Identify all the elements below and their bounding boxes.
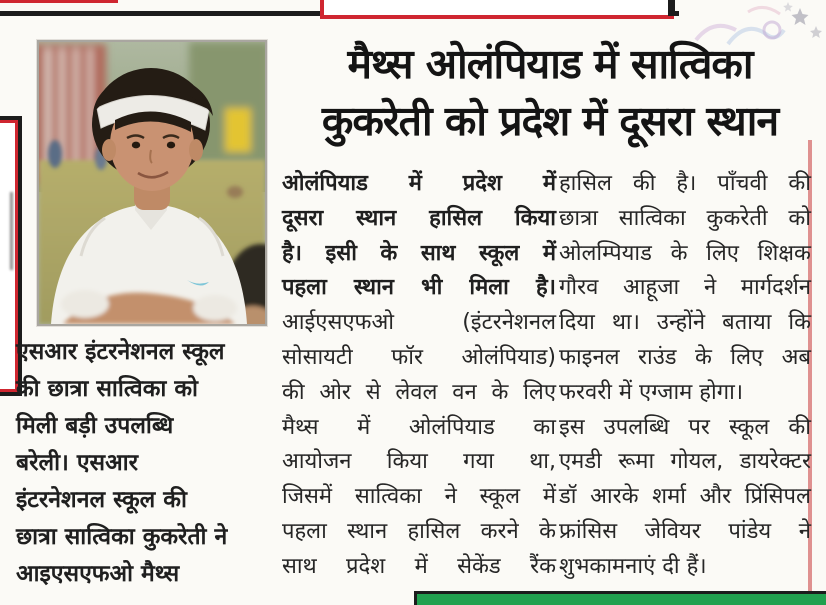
caption-line: मिली बड़ी उपलब्धि bbox=[16, 413, 174, 439]
body-column-right bbox=[559, 167, 811, 585]
caption-line: छात्रा सात्विका कुकरेती ने bbox=[16, 524, 228, 550]
body-line: दूसरा स्थान हासिल किया bbox=[282, 205, 556, 231]
body-line: दिया था। उन्होंने बताया कि bbox=[559, 310, 811, 336]
body-line: इस उपलब्धि पर स्कूल की bbox=[559, 414, 811, 440]
top-left-red-rule bbox=[0, 0, 118, 3]
body-line: डॉ आरके शर्मा और प्रिंसिपल bbox=[559, 484, 811, 510]
body-line: है। इसी के साथ स्कूल में bbox=[282, 240, 556, 266]
body-line: फ्रांसिस जेवियर पांडेय ने bbox=[559, 518, 811, 544]
caption-line: एसआर इंटरनेशनल स्कूल bbox=[16, 339, 225, 365]
caption-line: इंटरनेशनल स्कूल की bbox=[16, 487, 187, 513]
caption-line: बरेली। एसआर bbox=[16, 450, 138, 476]
body-line: फाइनल राउंड के लिए अब bbox=[559, 344, 811, 370]
caption-line: की छात्रा सात्विका को bbox=[16, 376, 198, 402]
body-line: हासिल की है। पाँचवी की bbox=[559, 171, 811, 196]
rotated-text-smudge bbox=[10, 192, 13, 270]
body-line: सोसायटी फॉर ओलंपियाड) bbox=[282, 344, 556, 370]
body-line: पहला स्थान हासिल करने के bbox=[282, 518, 556, 544]
student-photo bbox=[37, 40, 267, 326]
caption-line: आइएसएफओ मैथ्स bbox=[16, 561, 180, 587]
body-line: पहला स्थान भी मिला है। bbox=[282, 275, 556, 301]
body-line: आयोजन किया गया था, bbox=[282, 449, 556, 475]
body-line: जिसमें सात्विका ने स्कूल में bbox=[282, 484, 556, 510]
body-line: साथ प्रदेश में सेकेंड रैंक bbox=[282, 553, 556, 579]
body-line: फरवरी में एग्जाम होगा। bbox=[559, 379, 744, 405]
body-line: ओलंपियाड में प्रदेश में bbox=[282, 171, 556, 196]
headline-line-1: मैथ्स ओलंपियाड में सात्विका bbox=[347, 40, 753, 88]
top-adjacent-box bbox=[320, 0, 674, 19]
body-column-middle bbox=[282, 167, 556, 585]
headline-line-2: कुकरेती को प्रदेश में दूसरा स्थान bbox=[321, 97, 779, 145]
body-line: ओलम्पियाड के लिए शिक्षक bbox=[559, 240, 811, 266]
article-headline bbox=[274, 36, 826, 150]
body-line: छात्रा सात्विका कुकरेती को bbox=[559, 205, 811, 231]
bottom-green-bar bbox=[414, 591, 826, 605]
girl-with-headband-photo bbox=[39, 42, 265, 324]
top-box-black-edge bbox=[668, 0, 675, 16]
photo-caption-column bbox=[16, 334, 272, 593]
body-line: एमडी रूमा गोयल, डायरेक्टर bbox=[559, 449, 811, 475]
body-line: आईएसएफओ (इंटरनेशनल bbox=[282, 310, 556, 336]
body-line: गौरव आहूजा ने मार्गदर्शन bbox=[559, 275, 811, 301]
body-line: मैथ्स में ओलंपियाड का bbox=[282, 414, 556, 440]
body-line: शुभकामनाएं दी हैं। bbox=[559, 553, 707, 579]
body-line: की ओर से लेवल वन के लिए bbox=[282, 379, 556, 405]
